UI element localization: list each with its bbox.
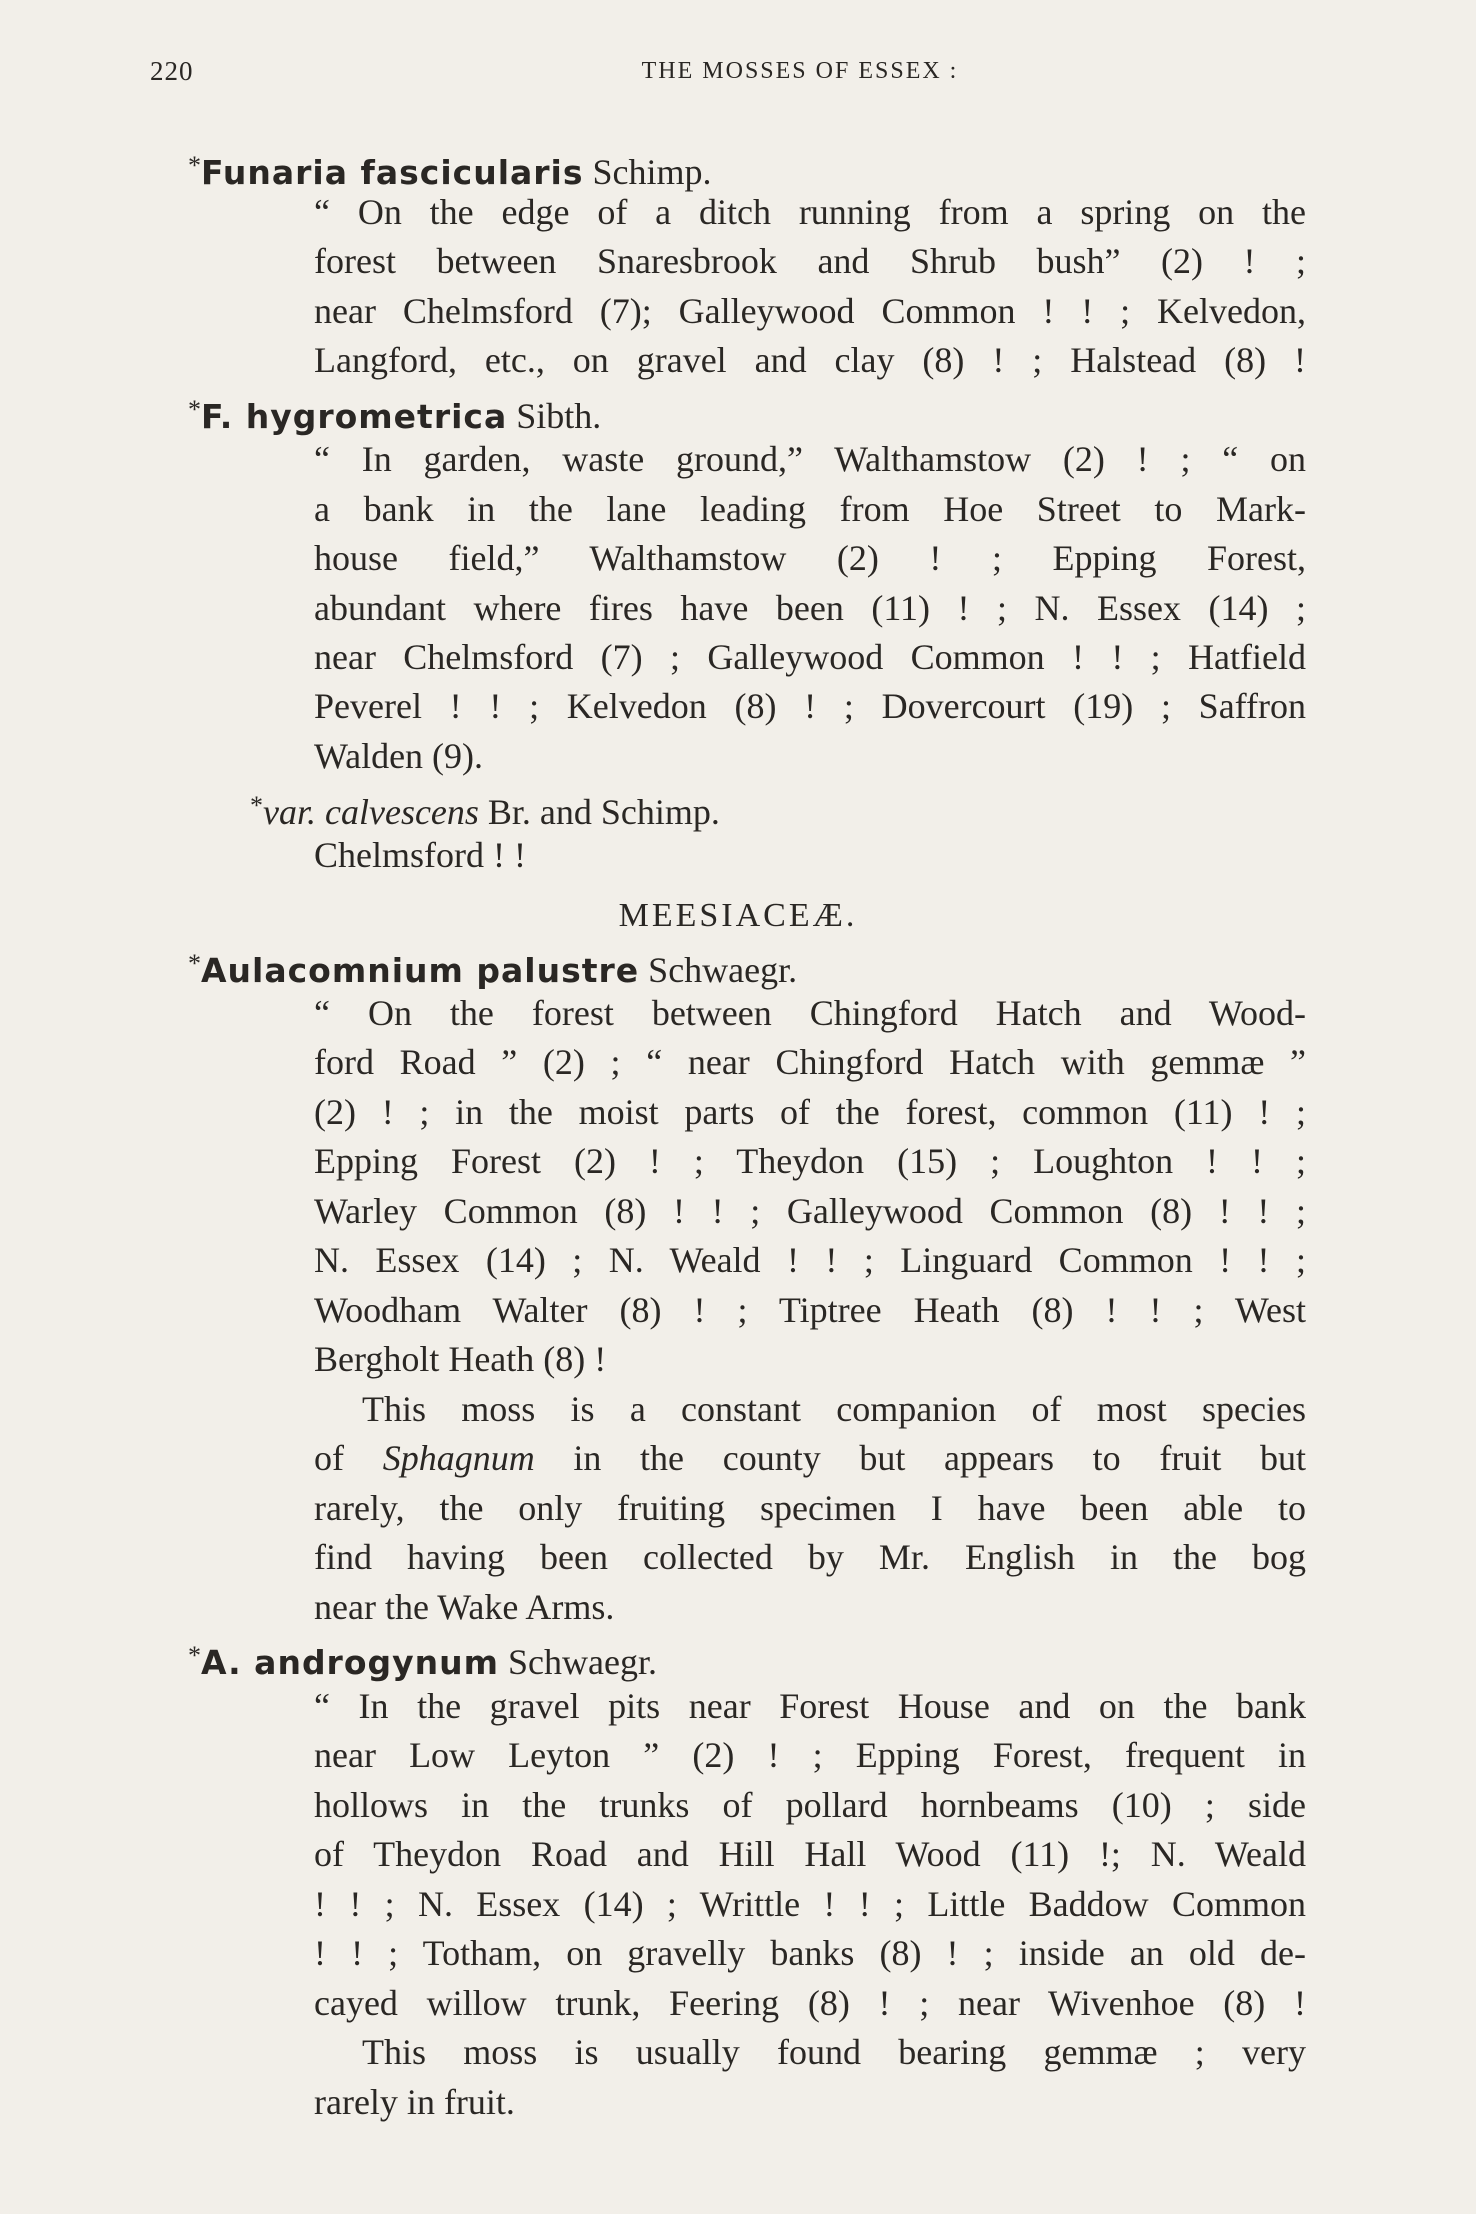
record-line: ! ! ; N. Essex (14) ; Writtle ! ! ; Little Baddow Common — [314, 1884, 1306, 1924]
note-line: rarely, the only fruiting specimen I have been able to — [314, 1488, 1306, 1528]
record-line: ford Road ” (2) ; “ near Chingford Hatch with gemmæ ” — [314, 1042, 1306, 1082]
note-line: find having been collected by Mr. English in the bog — [314, 1537, 1306, 1577]
species-heading-funaria-fascicularis — [188, 144, 712, 195]
record-line: (2) ! ; in the moist parts of the forest, common (11) ! ; — [314, 1092, 1306, 1132]
variety-authority: Br. and Schimp. — [487, 792, 720, 832]
introduced-marker: * — [188, 395, 201, 424]
record-line: Woodham Walter (8) ! ; Tiptree Heath (8) ! ! ; West — [314, 1290, 1306, 1330]
species-authority: Schimp. — [592, 152, 712, 192]
record-line: of Theydon Road and Hill Hall Wood (11) !; N. Weald — [314, 1834, 1306, 1874]
note-line: near the Wake Arms. — [314, 1587, 615, 1627]
record-line: Langford, etc., on gravel and clay (8) ! ; Halstead (8) ! — [314, 340, 1306, 380]
record-line: Warley Common (8) ! ! ; Galleywood Common (8) ! ! ; — [314, 1191, 1306, 1231]
record-line: “ In garden, waste ground,” Walthamstow (2) ! ; “ on — [314, 439, 1306, 479]
variety-name: calvescens — [325, 792, 479, 832]
species-authority: Schwaegr. — [508, 1642, 657, 1682]
record-line: abundant where fires have been (11) ! ; N. Essex (14) ; — [314, 588, 1306, 628]
record-line: Chelmsford ! ! — [314, 835, 526, 875]
record-line: Bergholt Heath (8) ! — [314, 1339, 607, 1379]
record-line: Peverel ! ! ; Kelvedon (8) ! ; Dovercourt (19) ; Saffron — [314, 686, 1306, 726]
record-line: a bank in the lane leading from Hoe Street to Mark- — [314, 489, 1306, 529]
record-line: “ In the gravel pits near Forest House and on the bank — [314, 1686, 1306, 1726]
record-line: Walden (9). — [314, 736, 484, 776]
species-authority: Schwaegr. — [648, 950, 798, 990]
record-line: hollows in the trunks of pollard hornbeams (10) ; side — [314, 1785, 1306, 1825]
note-line: of Sphagnum in the county but appears to fruit but — [314, 1438, 1307, 1478]
variety-label: var. — [263, 792, 316, 832]
page-number: 220 — [150, 56, 194, 86]
variety-heading-calvescens — [250, 784, 720, 834]
record-line: cayed willow trunk, Feering (8) ! ; near Wivenhoe (8) ! — [314, 1983, 1306, 2023]
record-line: house field,” Walthamstow (2) ! ; Epping Forest, — [314, 538, 1306, 578]
record-line: N. Essex (14) ; N. Weald ! ! ; Linguard Common ! ! ; — [314, 1240, 1306, 1280]
introduced-marker: * — [188, 151, 201, 180]
species-heading-aulacomnium-palustre — [188, 942, 797, 993]
note-line: This moss is usually found bearing gemmæ ; very — [362, 2032, 1306, 2072]
page-header — [150, 56, 1330, 96]
species-name: Aulacomnium palustre — [201, 951, 640, 990]
introduced-marker: * — [188, 949, 201, 978]
running-title: THE MOSSES OF ESSEX : — [641, 58, 959, 84]
family-heading: MEESIACEÆ. — [618, 897, 858, 934]
genus-sphagnum: Sphagnum — [382, 1438, 535, 1478]
record-line: near Low Leyton ” (2) ! ; Epping Forest, frequent in — [314, 1735, 1306, 1775]
record-line: forest between Snaresbrook and Shrub bush” (2) ! ; — [314, 241, 1306, 281]
species-name: A. androgynum — [201, 1643, 500, 1682]
species-heading-funaria-hygrometrica — [188, 388, 601, 439]
species-authority: Sibth. — [516, 396, 602, 436]
record-line: “ On the forest between Chingford Hatch and Wood- — [314, 993, 1306, 1033]
record-line: near Chelmsford (7); Galleywood Common ! ! ; Kelvedon, — [314, 291, 1306, 331]
record-line: near Chelmsford (7) ; Galleywood Common ! ! ; Hatfield — [314, 637, 1306, 677]
introduced-marker: * — [188, 1641, 201, 1670]
record-line: “ On the edge of a ditch running from a spring on the — [314, 192, 1306, 232]
record-line: ! ! ; Totham, on gravelly banks (8) ! ; inside an old de- — [314, 1933, 1306, 1973]
introduced-marker: * — [250, 791, 263, 820]
note-line: This moss is a constant companion of most species — [362, 1389, 1306, 1429]
note-line: rarely in fruit. — [314, 2082, 515, 2122]
species-name: F. hygrometrica — [201, 397, 508, 436]
species-name: Funaria fascicularis — [201, 153, 584, 192]
record-line: Epping Forest (2) ! ; Theydon (15) ; Loughton ! ! ; — [314, 1141, 1306, 1181]
species-heading-aulacomnium-androgynum — [188, 1634, 657, 1685]
